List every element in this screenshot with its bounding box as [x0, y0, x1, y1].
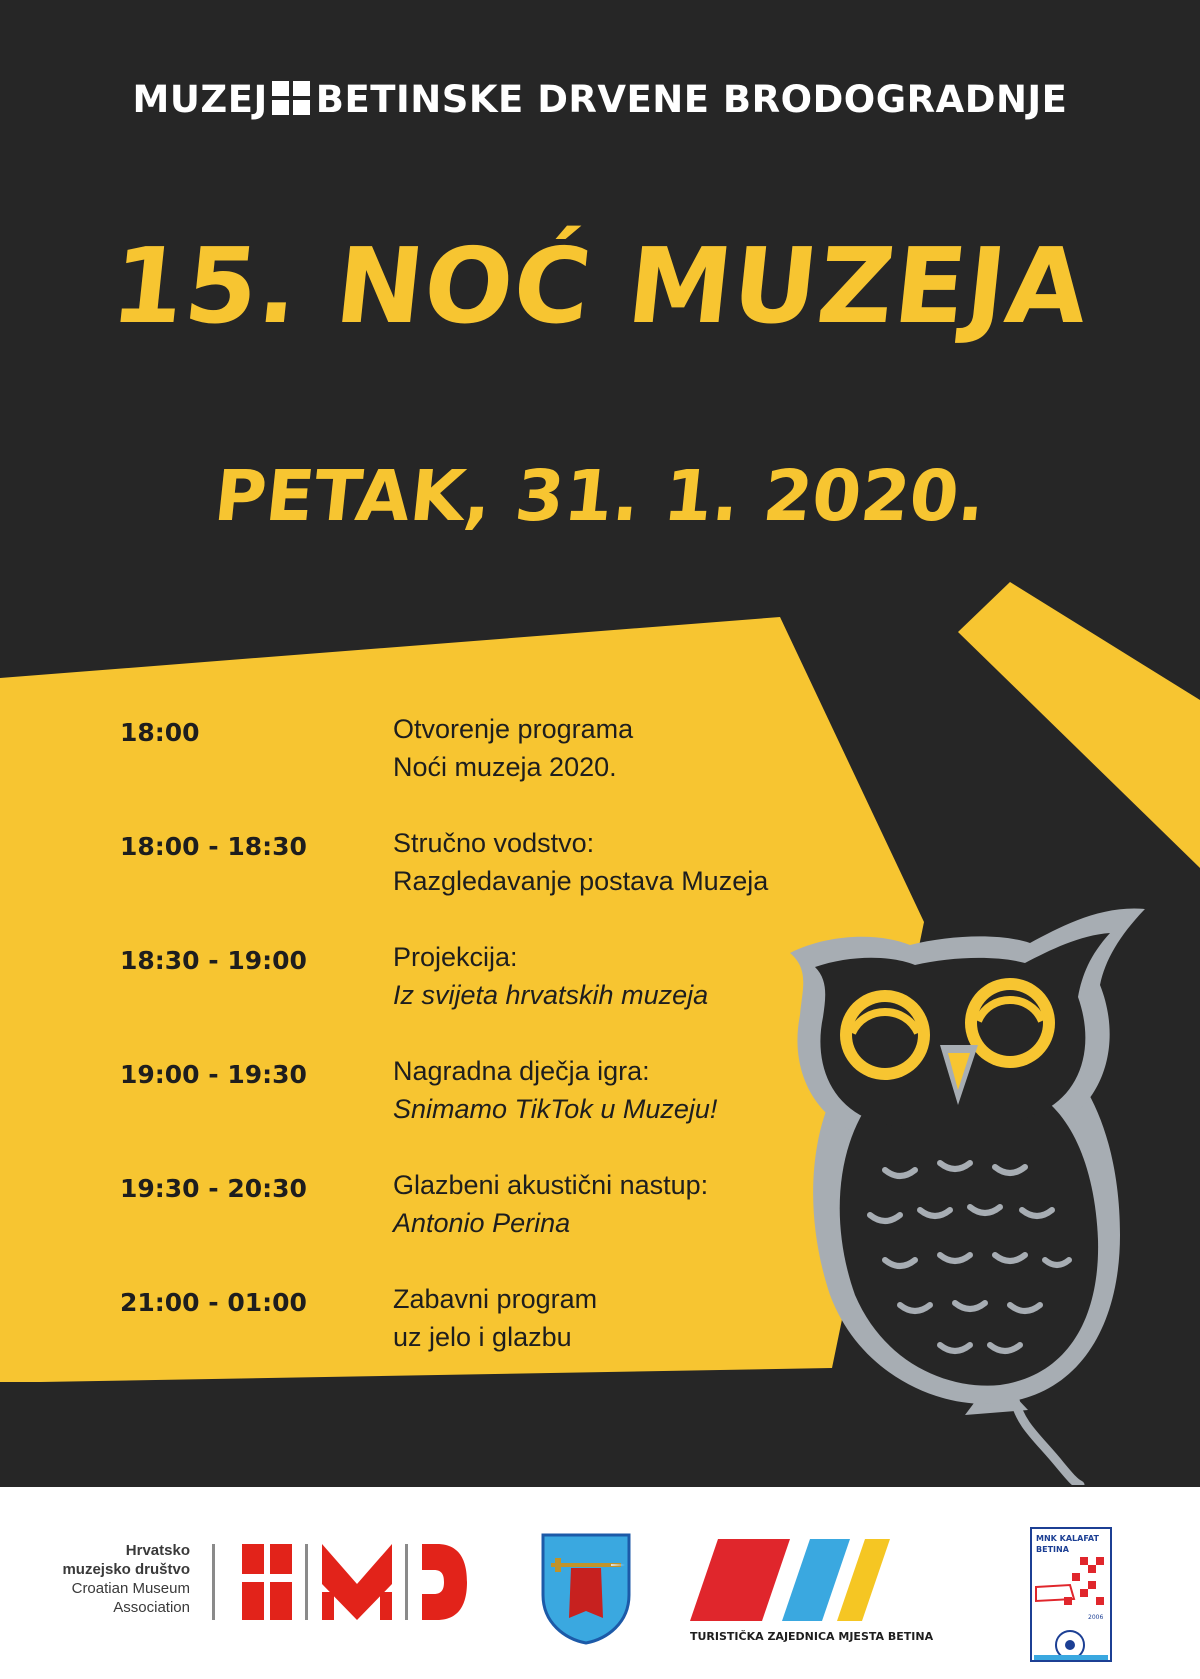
museum-logo-icon [272, 81, 310, 115]
club-year: 2006 [1088, 1614, 1104, 1621]
schedule-event [393, 938, 708, 1014]
hmd-line-1: Hrvatsko [125, 1542, 190, 1559]
museum-header [0, 78, 1200, 121]
schedule-time: 19:30 - 20:30 [120, 1174, 307, 1203]
schedule-time: 19:00 - 19:30 [120, 1060, 307, 1089]
schedule-event [393, 1280, 597, 1356]
schedule-row [120, 1052, 900, 1166]
club-name: MNK KALAFAT [1036, 1534, 1099, 1543]
event-line-1: Nagradna dječja igra: [393, 1056, 650, 1086]
event-line-1: Stručno vodstvo: [393, 828, 595, 858]
schedule-row [120, 1166, 900, 1280]
event-line-2: Razgledavanje postava Muzeja [393, 866, 769, 896]
hmd-line-2: muzejsko društvo [62, 1561, 190, 1578]
schedule-time: 18:30 - 19:00 [120, 946, 307, 975]
club-town: BETINA [1036, 1545, 1069, 1554]
schedule-time: 18:00 [120, 718, 200, 747]
schedule-event [393, 824, 768, 900]
schedule-row [120, 938, 900, 1052]
event-line-1: Projekcija: [393, 942, 518, 972]
schedule-row [120, 824, 900, 938]
event-line-1: Zabavni program [393, 1284, 598, 1314]
event-date: PETAK, 31. 1. 2020. [210, 455, 990, 537]
event-line-2: uz jelo i glazbu [393, 1322, 572, 1352]
footer-partners [0, 1487, 1200, 1679]
betina-coat-of-arms-icon [541, 1533, 631, 1645]
schedule-event [393, 710, 633, 786]
event-title: 15. NOĆ MUZEJA [105, 225, 1095, 347]
schedule-list [120, 710, 900, 1394]
schedule-time: 18:00 - 18:30 [120, 832, 307, 861]
schedule-row [120, 1280, 900, 1394]
club-crest-icon [1030, 1527, 1112, 1662]
event-line-2: Antonio Perina [393, 1208, 571, 1238]
corner-stripe-shape [958, 582, 1200, 868]
event-line-2: Snimamo TikTok u Muzeju! [393, 1094, 718, 1124]
tourism-board-label: TURISTIČKA ZAJEDNICA MJESTA BETINA [690, 1630, 934, 1643]
hmd-name [40, 1541, 190, 1617]
owl-illustration-icon [790, 905, 1170, 1485]
museum-word: MUZEJ [132, 78, 268, 121]
schedule-event [393, 1166, 708, 1242]
event-line-2: Noći muzeja 2020. [393, 752, 617, 782]
event-line-1: Otvorenje programa [393, 714, 634, 744]
tourism-board-logo-icon [690, 1539, 920, 1621]
schedule-event [393, 1052, 717, 1128]
schedule-row [120, 710, 900, 824]
hmd-line-4: Association [113, 1599, 190, 1616]
hmd-logo-icon [212, 1544, 467, 1620]
hmd-line-3: Croatian Museum [71, 1580, 190, 1597]
museum-name: BETINSKE DRVENE BRODOGRADNJE [315, 78, 1068, 121]
schedule-time: 21:00 - 01:00 [120, 1288, 307, 1317]
event-line-1: Glazbeni akustični nastup: [393, 1170, 709, 1200]
event-line-2: Iz svijeta hrvatskih muzeja [393, 980, 709, 1010]
